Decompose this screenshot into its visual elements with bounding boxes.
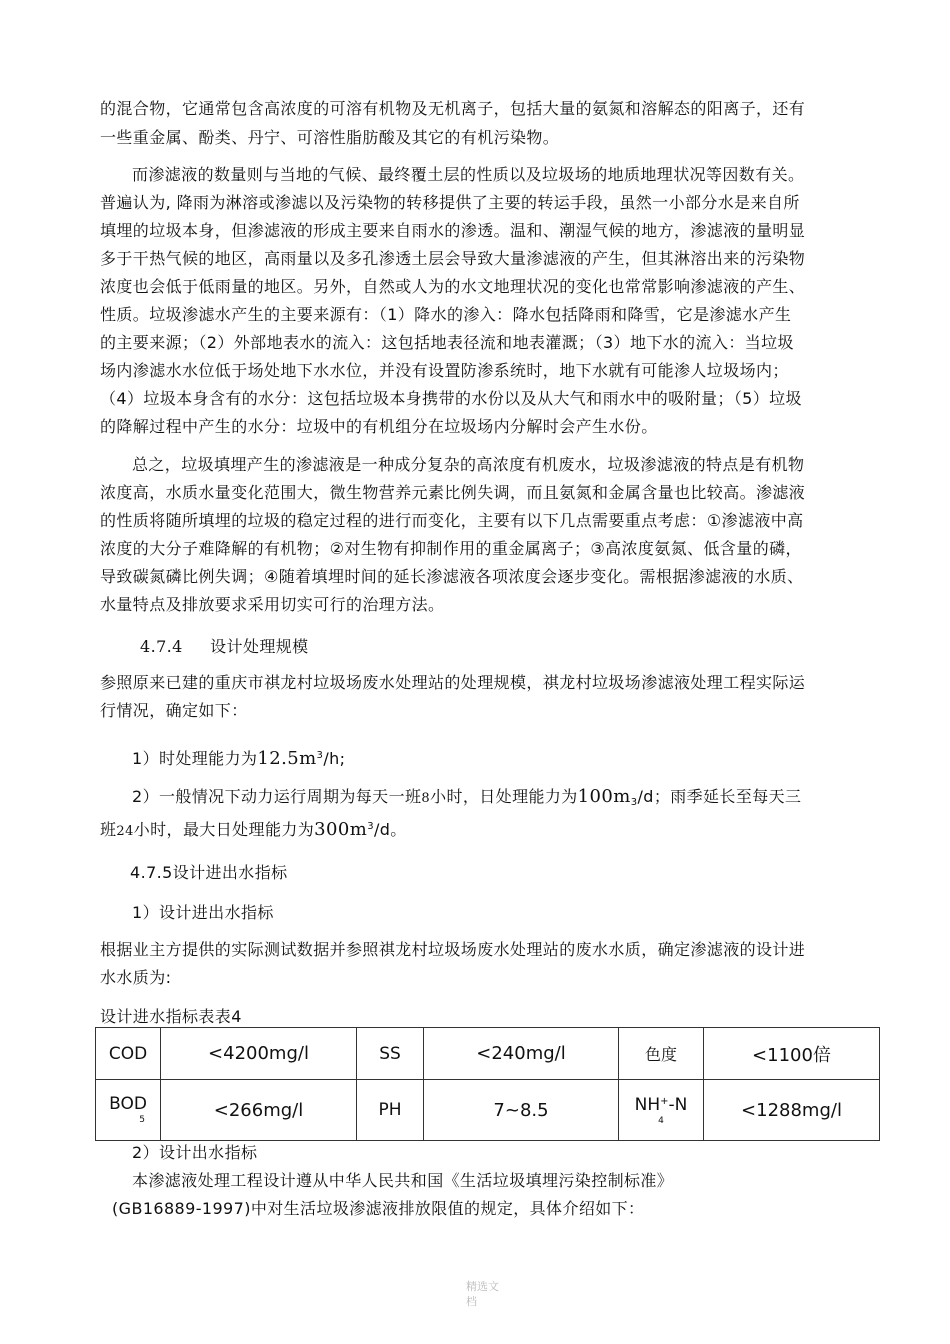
section-heading-475: 4.7.5设计进出水指标 [130, 863, 288, 882]
influent-indicator-table [95, 1027, 880, 1141]
capacity-item-2-cont: 班24小时，最大日处理能力为$300m^3/d$。 [100, 819, 407, 840]
section-number: 4.7.4 [140, 637, 183, 656]
paragraph-line: 场内渗滤水水位低于场处地下水水位，并没有设置防渗系统时，地下水就有可能渗人垃圾场内； [100, 361, 789, 380]
table-cell: <266mg/l [161, 1080, 357, 1141]
section-title: 设计处理规模 [210, 637, 309, 656]
subheading: 1）设计进出水指标 [132, 903, 274, 922]
paragraph-line: 的主要来源；（2）外部地表水的流入：这包括地表径流和地表灌溉；（3）地下水的流入：当垃圾 [100, 333, 794, 352]
paragraph-line: 水量特点及排放要求采用切实可行的治理方法。 [100, 595, 445, 614]
table-cell: PH [357, 1080, 424, 1141]
table-cell: 色度 [619, 1028, 704, 1080]
paragraph-line: 多于干热气候的地区，高雨量以及多孔渗透土层会导致大量渗滤液的产生，但其淋溶出来的污染物 [100, 249, 806, 268]
table-row [96, 1028, 880, 1080]
table-cell: NH+-N 4 [619, 1080, 704, 1141]
capacity-item-1: 1）时处理能力为$12.5m^3/h$; [132, 748, 346, 769]
table-cell: 7~8.5 [424, 1080, 619, 1141]
watermark: 精选文 档 [466, 1280, 499, 1308]
table-row [96, 1080, 880, 1141]
paragraph-line: 总之，垃圾填埋产生的渗滤液是一种成分复杂的高浓度有机废水，垃圾渗滤液的特点是有机物 [132, 455, 805, 474]
paragraph-line: 浓度高，水质水量变化范围大，微生物营养元素比例失调，而且氨氮和金属含量也比较高。渗滤液 [100, 483, 806, 502]
paragraph-line: 本渗滤液处理工程设计遵从中华人民共和国《生活垃圾填埋污染控制标准》 [132, 1171, 674, 1190]
paragraph-line: 浓度也会低于低雨量的地区。另外，自然或人为的水文地理状况的变化也常常影响渗滤液的产生、 [100, 277, 806, 296]
paragraph-line: 而渗滤液的数量则与当地的气候、最终覆土层的性质以及垃圾场的地质地理状况等因数有关。 [132, 165, 805, 184]
paragraph-line: 水水质为: [100, 968, 172, 987]
paragraph-line: 性质。垃圾渗滤水产生的主要来源有：（1）降水的渗入：降水包括降雨和降雪，它是渗滤水产生 [100, 305, 792, 324]
table-cell: SS [357, 1028, 424, 1080]
paragraph-line: 行情况，确定如下： [100, 701, 248, 720]
table-cell: <4200mg/l [161, 1028, 357, 1080]
paragraph-line: 根据业主方提供的实际测试数据并参照祺龙村垃圾场废水处理站的废水水质，确定渗滤液的设计进 [100, 940, 806, 959]
table-cell: COD [96, 1028, 161, 1080]
table-caption: 设计进水指标表表4 [100, 1007, 242, 1026]
paragraph-line: （4）垃圾本身含有的水分：这包括垃圾本身携带的水份以及从大气和雨水中的吸附量；（5）垃圾 [100, 389, 802, 408]
table-cell: <240mg/l [424, 1028, 619, 1080]
paragraph-line: 填埋的垃圾本身，但渗滤液的形成主要来自雨水的渗透。温和、潮湿气候的地方，渗滤液的量明显 [100, 221, 806, 240]
table-cell: BOD 5 [96, 1080, 161, 1141]
paragraph-line: 导致碳氮磷比例失调；④随着填埋时间的延长渗滤液各项浓度会逐步变化。需根据渗滤液的水质、 [100, 567, 804, 586]
paragraph-line: (GB16889-1997)中对生活垃圾渗滤液排放限值的规定，具体介绍如下： [112, 1199, 645, 1218]
table-cell: <1288mg/l [704, 1080, 880, 1141]
section-heading-474 [140, 637, 920, 657]
paragraph-line: 的性质将随所填埋的垃圾的稳定过程的进行而变化，主要有以下几点需要重点考虑：①渗滤液中高 [100, 511, 804, 530]
paragraph-line: 参照原来已建的重庆市祺龙村垃圾场废水处理站的处理规模，祺龙村垃圾场渗滤液处理工程实际运 [100, 673, 806, 692]
capacity-item-2: 2）一般情况下动力运行周期为每天一班8小时，日处理能力为$100m_3/d$；雨季延长至每天三 [132, 786, 802, 808]
paragraph-line: 普遍认为, 降雨为淋溶或渗滤以及污染物的转移提供了主要的转运手段，虽然一小部分水是来自所 [100, 193, 800, 212]
paragraph-line: 浓度的大分子难降解的有机物；②对生物有抑制作用的重金属离子；③高浓度氨氮、低含量的磷， [100, 539, 802, 558]
table-cell: <1100倍 [704, 1028, 880, 1080]
subheading: 2）设计出水指标 [132, 1143, 258, 1162]
paragraph-line: 的降解过程中产生的水分：垃圾中的有机组分在垃圾场内分解时会产生水份。 [100, 417, 658, 436]
paragraph-line: 一些重金属、酚类、丹宁、可溶性脂肪酸及其它的有机污染物。 [100, 128, 560, 147]
paragraph-line: 的混合物，它通常包含高浓度的可溶有机物及无机离子，包括大量的氨氮和溶解态的阳离子，还有 [100, 99, 806, 118]
